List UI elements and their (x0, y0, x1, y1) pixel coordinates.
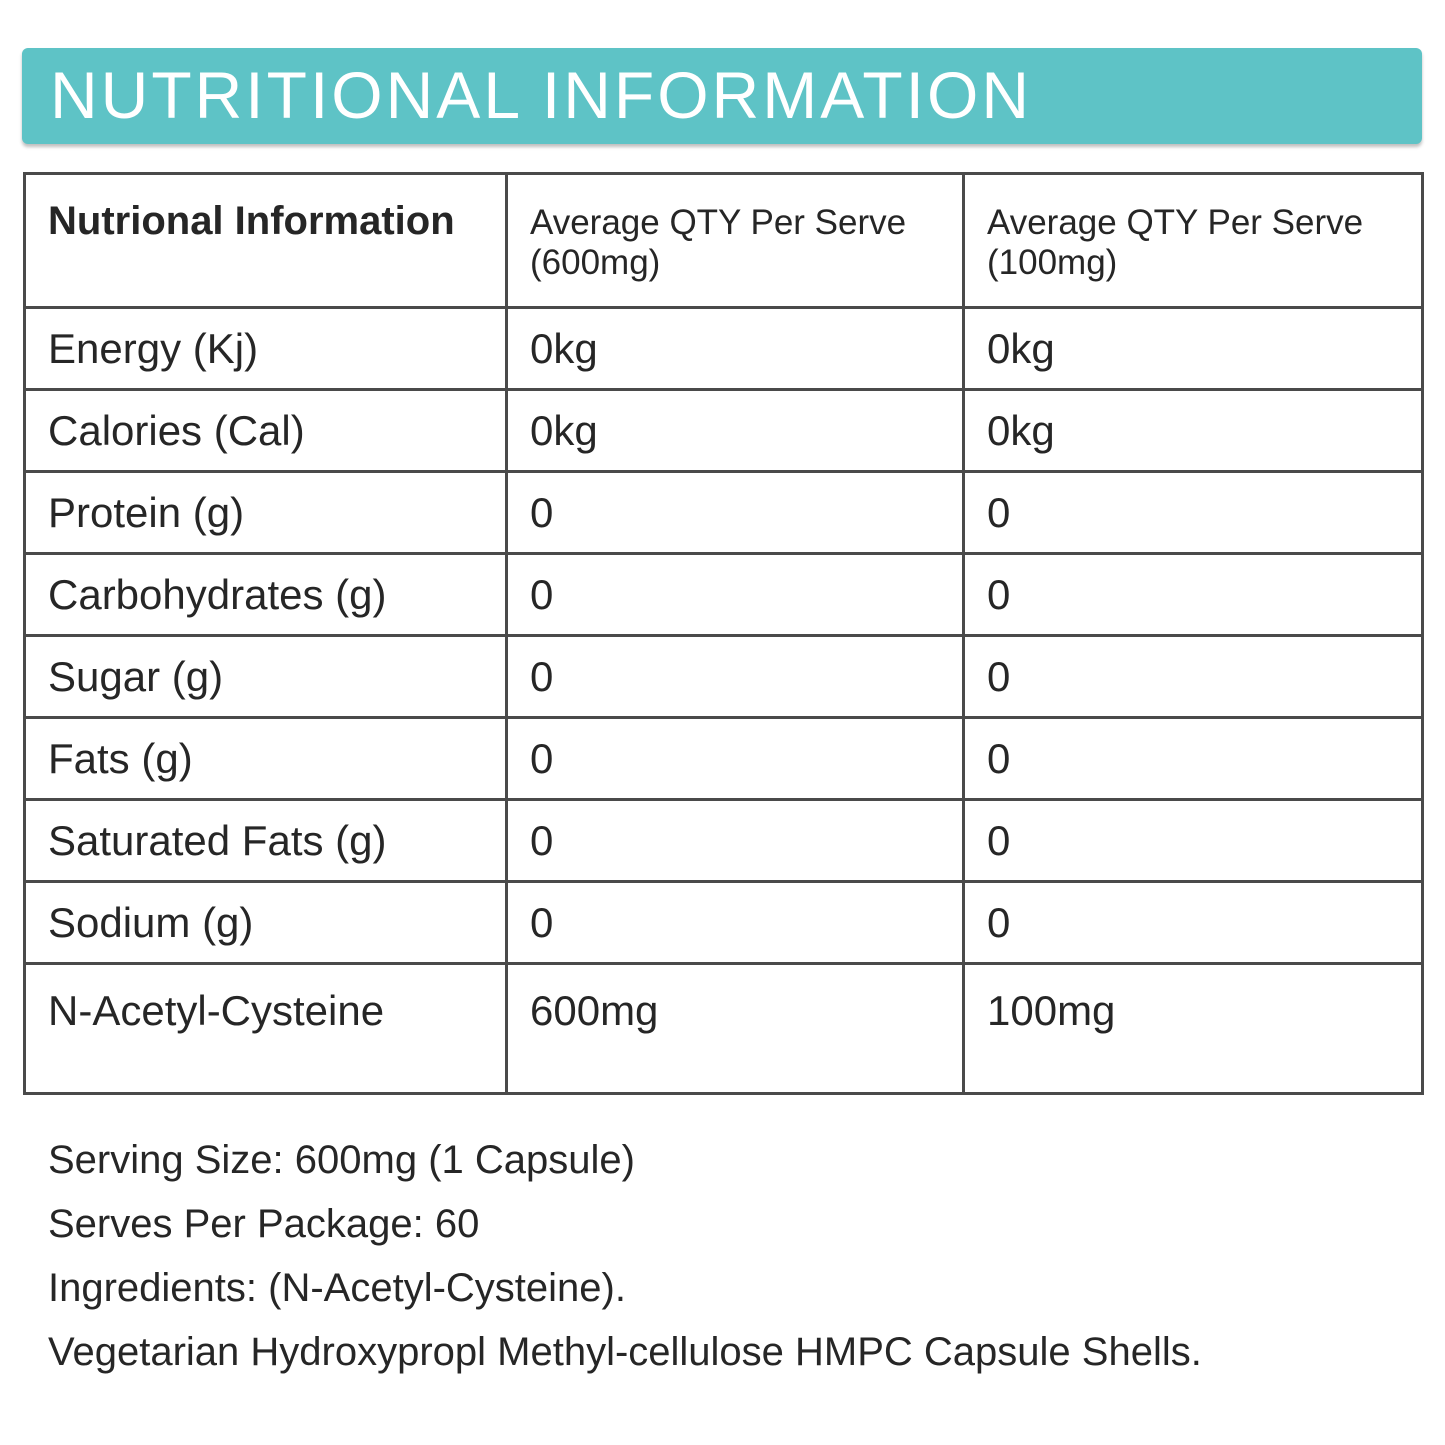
nutrient-name: N-Acetyl-Cysteine (25, 964, 507, 1094)
nutrient-value-100: 0 (964, 800, 1423, 882)
table-row (25, 800, 1423, 882)
nutrient-name: Sodium (g) (25, 882, 507, 964)
nutrient-value-100: 0 (964, 636, 1423, 718)
nutrient-value-600: 0 (507, 882, 964, 964)
nutrient-value-600: 0 (507, 472, 964, 554)
nutrient-value-100: 0 (964, 554, 1423, 636)
nutrient-value-100: 100mg (964, 964, 1423, 1094)
nutrient-value-100: 0kg (964, 308, 1423, 390)
nutrient-name: Protein (g) (25, 472, 507, 554)
page-title: NUTRITIONAL INFORMATION (50, 58, 1032, 132)
nutrient-value-100: 0 (964, 882, 1423, 964)
table-row (25, 718, 1423, 800)
table-row (25, 636, 1423, 718)
table-row (25, 472, 1423, 554)
title-banner (22, 48, 1422, 144)
column-header-nutrient: Nutrional Information (25, 174, 507, 308)
nutrient-value-600: 0kg (507, 308, 964, 390)
nutrient-value-600: 0 (507, 554, 964, 636)
nutrient-value-600: 0 (507, 800, 964, 882)
nutrient-value-600: 0 (507, 636, 964, 718)
nutrient-name: Calories (Cal) (25, 390, 507, 472)
product-notes (48, 1140, 1418, 1396)
nutrient-name: Saturated Fats (g) (25, 800, 507, 882)
nutrient-name: Sugar (g) (25, 636, 507, 718)
nutrition-table (23, 172, 1424, 1095)
nutrient-value-600: 0kg (507, 390, 964, 472)
nutrient-name: Fats (g) (25, 718, 507, 800)
capsule-shell-text: Vegetarian Hydroxypropl Methyl-cellulose HMPC Capsule Shells. (48, 1330, 1202, 1374)
nutrient-name: Energy (Kj) (25, 308, 507, 390)
nutrient-name: Carbohydrates (g) (25, 554, 507, 636)
nutrient-value-600: 600mg (507, 964, 964, 1094)
nutrient-value-600: 0 (507, 718, 964, 800)
nutrient-value-100: 0kg (964, 390, 1423, 472)
table-row (25, 308, 1423, 390)
table-row (25, 390, 1423, 472)
nutrient-value-100: 0 (964, 718, 1423, 800)
serves-per-package-text: Serves Per Package: 60 (48, 1202, 480, 1246)
column-header-per-serve-600: Average QTY Per Serve (600mg) (507, 174, 964, 308)
nutrient-value-100: 0 (964, 472, 1423, 554)
serving-size-text: Serving Size: 600mg (1 Capsule) (48, 1138, 635, 1182)
ingredients-text: Ingredients: (N-Acetyl-Cysteine). (48, 1266, 626, 1310)
table-row (25, 882, 1423, 964)
table-header-row (25, 174, 1423, 308)
column-header-per-serve-100: Average QTY Per Serve (100mg) (964, 174, 1423, 308)
table-row (25, 964, 1423, 1094)
table-row (25, 554, 1423, 636)
